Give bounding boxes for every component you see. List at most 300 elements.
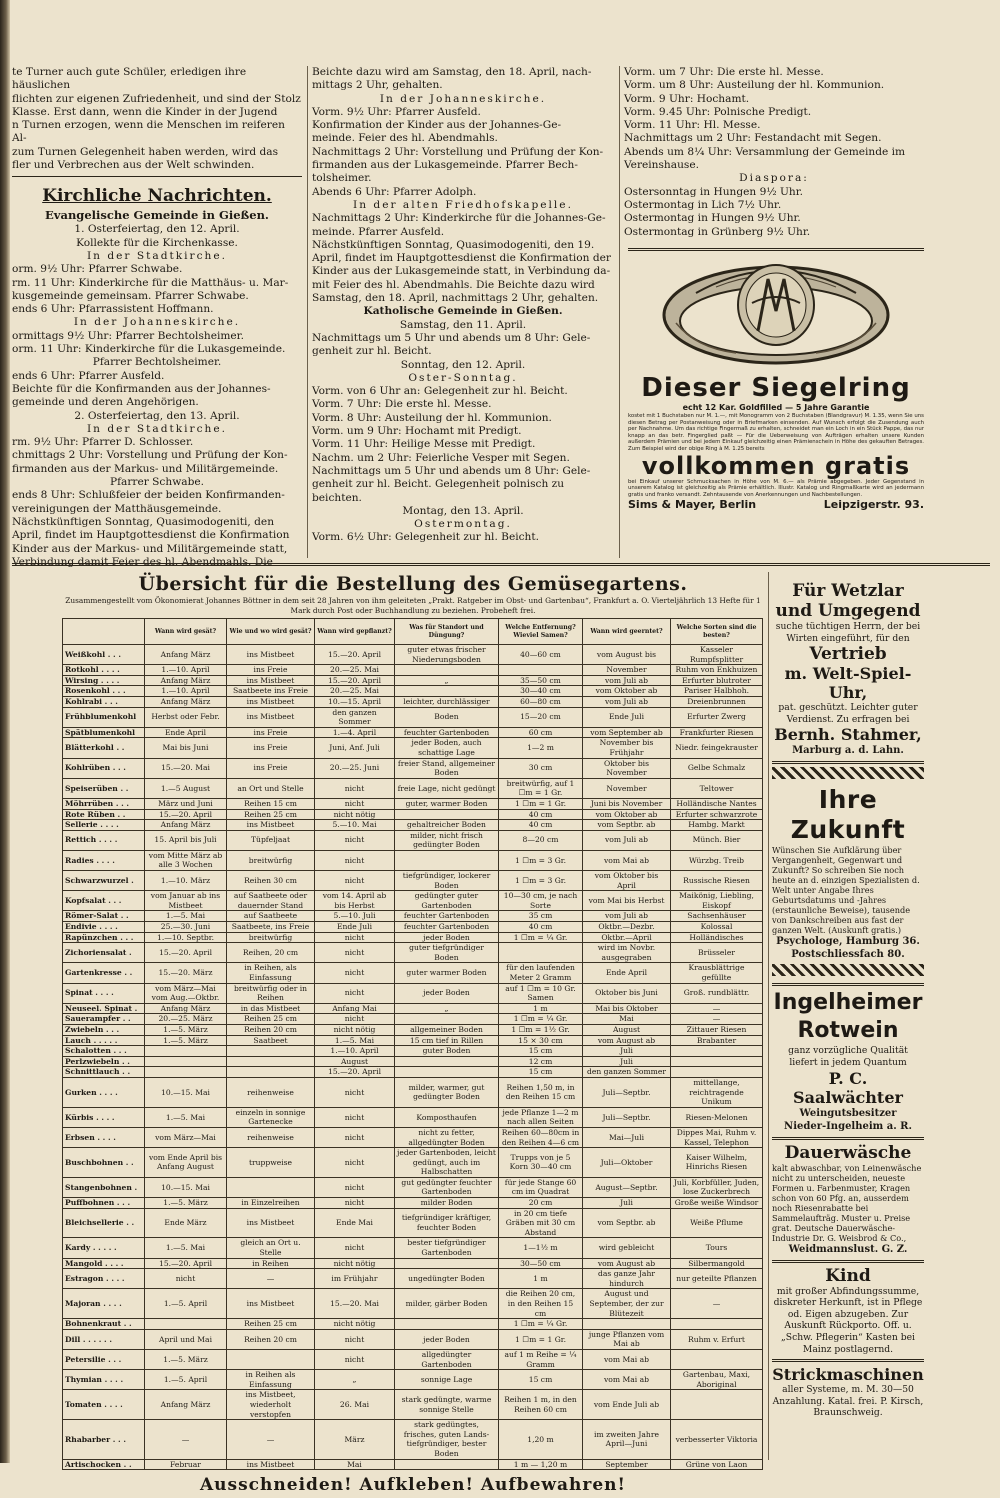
table-row bbox=[63, 1208, 763, 1238]
table-cell: 15 cm tief in Rillen bbox=[395, 1035, 499, 1046]
column-header: Was für Standort und Düngung? bbox=[395, 619, 499, 645]
text-line: chmittags 2 Uhr: Vorstellung und Prüfung der Kon- bbox=[12, 449, 288, 462]
text-line: Vorm. um 9 Uhr: Hochamt mit Predigt. bbox=[312, 425, 522, 438]
garden-table bbox=[62, 618, 763, 1470]
column-rule bbox=[307, 66, 308, 558]
kind-heading: Kind bbox=[825, 1265, 871, 1286]
table-cell: 20.—25. März bbox=[145, 1014, 227, 1025]
table-cell: „ bbox=[395, 675, 499, 686]
table-row bbox=[63, 1046, 763, 1057]
column-church-news-2 bbox=[312, 66, 614, 558]
table-cell: wird gebleicht bbox=[583, 1238, 671, 1258]
text-line: Ostersonntag in Hungen 9½ Uhr. bbox=[624, 185, 803, 198]
table-row bbox=[63, 1077, 763, 1107]
table-cell bbox=[227, 1067, 315, 1078]
table-cell: Reihen 25 cm bbox=[227, 1319, 315, 1330]
table-cell: breitwürfig oder in Reihen bbox=[227, 983, 315, 1003]
table-cell: nicht bbox=[315, 1127, 395, 1147]
table-cell: vom August bis bbox=[583, 645, 671, 665]
ad-title: Dieser Siegelring bbox=[641, 373, 911, 403]
table-cell: 1 m — 1,20 m bbox=[499, 1459, 583, 1470]
text-line: Kinder aus der Lukasgemeinde statt, in Verbindung da- bbox=[312, 265, 611, 278]
table-cell bbox=[145, 1067, 227, 1078]
vegetable-name: Thymian . . . . bbox=[63, 1370, 145, 1390]
table-cell: vom August ab bbox=[583, 1258, 671, 1269]
table-cell: Februar bbox=[145, 1459, 227, 1470]
table-cell: 15.—20. April bbox=[145, 943, 227, 963]
table-cell: ins Freie bbox=[227, 665, 315, 676]
table-cell: 40 cm bbox=[499, 922, 583, 933]
text-line: mit Feier des hl. Abendmahls. Die Beichte dazu wird bbox=[312, 278, 595, 291]
church-schedule-2 bbox=[312, 66, 614, 545]
vegetable-name: Möhrrüben . . . bbox=[63, 798, 145, 809]
table-cell: 1 ☐m = 1½ Gr. bbox=[499, 1024, 583, 1035]
table-cell: in Reihen als Einfassung bbox=[227, 1370, 315, 1390]
table-cell: vom Septbr. ab bbox=[583, 820, 671, 831]
text-line: 1. Osterfeiertag, den 12. April. bbox=[74, 223, 240, 236]
text-line: mittags 2 Uhr, gehalten. bbox=[312, 79, 443, 92]
table-cell: den ganzen Sommer bbox=[315, 707, 395, 727]
text-line: Nachmittags um 5 Uhr und abends um 8 Uhr: Gele- bbox=[312, 464, 591, 477]
table-row bbox=[63, 1035, 763, 1046]
table-cell: vom März—Mai vom Aug.—Oktbr. bbox=[145, 983, 227, 1003]
table-cell: 30 cm bbox=[499, 758, 583, 778]
table-cell: Erfurter schwarzrote bbox=[671, 809, 763, 820]
wetzlar-heading-2: und Umgegend bbox=[775, 601, 921, 621]
table-cell: nur geteilte Pflanzen bbox=[671, 1269, 763, 1289]
strick-heading: Strickmaschinen bbox=[772, 1365, 924, 1385]
waesche-text: kalt abwaschbar, von Leinenwäsche nicht zu unterscheiden, neueste Formen u. Farbenmuster, Kragen schon von 60 Pfg. an, ausserdem noch Riesenrabatte bei Sammelaufträg. Muster u. Preise grat. Deutsche Dauerwäsche-Industrie Dr. G. Weisbrod & Co., bbox=[772, 1162, 922, 1243]
table-cell: reihenweise bbox=[227, 1127, 315, 1147]
vegetable-name: Wirsing . . . . bbox=[63, 675, 145, 686]
table-cell: Anfang März bbox=[145, 696, 227, 707]
table-cell: im zweiten Jahre April—Juni bbox=[583, 1420, 671, 1459]
table-cell bbox=[395, 1319, 499, 1330]
table-cell: — bbox=[671, 1003, 763, 1014]
table-cell: breitwürfig bbox=[227, 932, 315, 943]
table-cell: Reihen 20 cm bbox=[227, 1329, 315, 1349]
table-cell: ins Mistbeet bbox=[227, 1289, 315, 1319]
table-row bbox=[63, 1127, 763, 1147]
table-cell: Reihen 25 cm bbox=[227, 809, 315, 820]
table-cell: Sachsenhäuser bbox=[671, 911, 763, 922]
table-cell: Ruhm von Enkhuizen bbox=[671, 665, 763, 676]
wine-heading-2: Rotwein bbox=[797, 1018, 899, 1044]
text-line: rm. 11 Uhr: Kinderkirche für die Matthäus- u. Mar- bbox=[12, 276, 289, 289]
table-cell: den ganzen Sommer bbox=[583, 1067, 671, 1078]
table-cell bbox=[395, 1459, 499, 1470]
table-cell: für den laufenden Meter 2 Gramm bbox=[499, 963, 583, 983]
table-row bbox=[63, 911, 763, 922]
vegetable-name: Artischocken . . bbox=[63, 1459, 145, 1470]
table-cell: vom Ende April bis Anfang August bbox=[145, 1148, 227, 1178]
text-line: Beichte dazu wird am Samstag, den 18. April, nach- bbox=[312, 66, 592, 78]
table-cell: Tüpfeljaat bbox=[227, 830, 315, 850]
table-cell bbox=[395, 850, 499, 870]
table-cell: auf 1 m Reihe = ¼ Gramm bbox=[499, 1349, 583, 1369]
text-line: Vorm. 7 Uhr: Die erste hl. Messe. bbox=[312, 398, 492, 411]
table-row bbox=[63, 686, 763, 697]
table-cell: auf Saatbeete bbox=[227, 911, 315, 922]
vegetable-name: Erbsen . . . . bbox=[63, 1127, 145, 1147]
table-row bbox=[63, 645, 763, 665]
table-cell: Mai bbox=[583, 1014, 671, 1025]
table-cell: ins Freie bbox=[227, 727, 315, 738]
text-line: tolsheimer. bbox=[312, 172, 372, 185]
vegetable-name: Rettich . . . . bbox=[63, 830, 145, 850]
table-row bbox=[63, 665, 763, 676]
table-cell: 1.—5. März bbox=[145, 1198, 227, 1209]
table-cell: nicht bbox=[315, 983, 395, 1003]
table-cell: 1,20 m bbox=[499, 1420, 583, 1459]
church-news-heading: Kirchliche Nachrichten. bbox=[42, 186, 272, 207]
table-cell: reihenweise bbox=[227, 1077, 315, 1107]
table-cell: Boden bbox=[395, 707, 499, 727]
table-cell: nicht bbox=[315, 798, 395, 809]
text-line: Beichte für die Konfirmanden aus der Johannes- bbox=[12, 382, 271, 395]
table-cell: guter, warmer Boden bbox=[395, 798, 499, 809]
section-heading: Ostermontag. bbox=[414, 518, 512, 531]
table-cell: 20.—25. Juni bbox=[315, 758, 395, 778]
vegetable-name: Schalotten . . . bbox=[63, 1046, 145, 1057]
ad-strick bbox=[772, 1362, 924, 1423]
ad-firm: Sims & Mayer, Berlin bbox=[628, 498, 757, 512]
table-cell: Juli, Korbfüller, Juden, lose Zuckerbrech bbox=[671, 1177, 763, 1197]
wine-text-2: liefert in jedem Quantum bbox=[789, 1056, 907, 1068]
vegetable-name: Rosenkohl . . . bbox=[63, 686, 145, 697]
table-cell: 15.—20. April bbox=[145, 1258, 227, 1269]
table-row bbox=[63, 1258, 763, 1269]
table-cell: Juli—Septbr. bbox=[583, 1077, 671, 1107]
table-cell: 15 × 30 cm bbox=[499, 1035, 583, 1046]
table-row bbox=[63, 1148, 763, 1178]
table-cell: verbesserter Viktoria bbox=[671, 1420, 763, 1459]
vegetable-name: Rapünzchen . . . bbox=[63, 932, 145, 943]
table-cell: nicht bbox=[315, 830, 395, 850]
text-line: Nachmittags 2 Uhr: Kinderkirche für die Johannes-Ge- bbox=[312, 212, 606, 225]
table-cell: Kolossal bbox=[671, 922, 763, 933]
column-rule bbox=[619, 66, 620, 558]
table-cell: Reihen, 20 cm bbox=[227, 943, 315, 963]
section-divider bbox=[12, 563, 990, 566]
table-cell: 8—20 cm bbox=[499, 830, 583, 850]
table-cell: allgedüngter Gartenboden bbox=[395, 1349, 499, 1369]
table-cell: 40 cm bbox=[499, 820, 583, 831]
text-line: 2. Osterfeiertag, den 13. April. bbox=[74, 409, 240, 422]
text-line: Sonntag, den 12. April. bbox=[400, 358, 526, 371]
table-cell bbox=[499, 943, 583, 963]
table-cell: nicht bbox=[145, 1269, 227, 1289]
table-cell: guter Boden bbox=[395, 1046, 499, 1057]
section-heading: Oster-Sonntag. bbox=[408, 371, 518, 384]
table-cell: Reihen 1 m, in den Reihen 60 cm bbox=[499, 1390, 583, 1420]
text-line: Vereinshause. bbox=[624, 159, 699, 172]
ad-body-2: bei Einkauf unserer Schmucksachen in Höhe von M. 6.— als Prämie abgegeben. Jeder Gegenstand in unserem Katalog ist gleichzeitig als Prämie erhältlich. Illustr. Katalog und Ringmaßkarte wird an jedermann gratis und franko versandt. Zehntausende von Anerkennungen und Nachbestellungen. bbox=[628, 478, 924, 498]
table-cell: 26. Mai bbox=[315, 1390, 395, 1420]
table-cell bbox=[395, 665, 499, 676]
table-cell: 30—40 cm bbox=[499, 686, 583, 697]
text-line: Verbindung damit Feier des hl. Abendmahls. Die bbox=[12, 555, 273, 568]
wine-role: Weingutsbesitzer bbox=[799, 1107, 897, 1119]
table-cell: jeder Boden bbox=[395, 983, 499, 1003]
table-cell: Niedr. feingekrauster bbox=[671, 738, 763, 758]
table-cell: nicht bbox=[315, 1077, 395, 1107]
table-row bbox=[63, 675, 763, 686]
table-cell: 1 ☐m = 1 Gr. bbox=[499, 1329, 583, 1349]
text-line: Vorm. 9½ Uhr: Pfarrer Ausfeld. bbox=[312, 105, 481, 118]
table-cell: Oktbr.—Dezbr. bbox=[583, 922, 671, 933]
table-cell: November bbox=[583, 778, 671, 798]
table-cell: 1 ☐m = 3 Gr. bbox=[499, 850, 583, 870]
table-cell bbox=[145, 1046, 227, 1057]
ad-wetzlar bbox=[772, 578, 924, 764]
table-cell: Kaiser Wilhelm, Hinrichs Riesen bbox=[671, 1148, 763, 1178]
table-cell: jeder Boden bbox=[395, 932, 499, 943]
table-cell: November bbox=[583, 665, 671, 676]
table-cell: Ende Juli bbox=[583, 707, 671, 727]
table-cell: das ganze Jahr hindurch bbox=[583, 1269, 671, 1289]
table-cell: 15 cm bbox=[499, 1370, 583, 1390]
text-line: Nachm. um 2 Uhr: Feierliche Vesper mit Segen. bbox=[312, 451, 570, 464]
garden-footer: Ausschneiden! Aufkleben! Aufbewahren! bbox=[199, 1475, 626, 1496]
vegetable-name: Zwiebeln . . . bbox=[63, 1024, 145, 1035]
table-cell: März und Juni bbox=[145, 798, 227, 809]
text-line: Samstag, den 18. April, nachmittags 2 Uhr, gehalten. bbox=[312, 292, 599, 305]
text-line: Abends um 8¼ Uhr: Versammlung der Gemeinde im bbox=[624, 145, 906, 158]
table-cell bbox=[671, 1390, 763, 1420]
table-cell: 15.—20. April bbox=[145, 809, 227, 820]
table-cell: milder, gärber Boden bbox=[395, 1289, 499, 1319]
text-line: April, findet im Hauptgottesdienst die Konfirmation bbox=[12, 529, 290, 542]
table-cell: Ende April bbox=[145, 727, 227, 738]
table-cell: — bbox=[227, 1420, 315, 1459]
table-row bbox=[63, 696, 763, 707]
table-cell: nicht bbox=[315, 932, 395, 943]
table-cell: Groß. rundblättr. bbox=[671, 983, 763, 1003]
column-header: Welche Sorten sind die besten? bbox=[671, 619, 763, 645]
wine-heading: Ingelheimer bbox=[773, 990, 923, 1016]
table-cell: 15.—20. Mai bbox=[145, 758, 227, 778]
vegetable-name: Schnittlauch . . bbox=[63, 1067, 145, 1078]
table-cell: ins Freie bbox=[227, 758, 315, 778]
table-cell: Reihen 25 cm bbox=[227, 1014, 315, 1025]
table-cell: nicht nötig bbox=[315, 1024, 395, 1035]
table-cell bbox=[499, 665, 583, 676]
table-cell: Erfurter Zwerg bbox=[671, 707, 763, 727]
table-cell: nicht bbox=[315, 1014, 395, 1025]
text-line: Vorm. 9 Uhr: Hochamt. bbox=[624, 92, 750, 105]
table-cell: gehaltreicher Boden bbox=[395, 820, 499, 831]
table-cell: Dippes Mai, Ruhm v. Kassel, Telephon bbox=[671, 1127, 763, 1147]
ad-kind bbox=[772, 1263, 924, 1363]
table-cell: bester tiefgründiger Gartenboden bbox=[395, 1238, 499, 1258]
zukunft-text: Wünschen Sie Aufklärung über Vergangenheit, Gegenwart und Zukunft? So schreiben Sie noch heute an d. einzigen Spezialisten d. Welt unter Angabe Ihres Geburtsdatums und -Jahres (erstaunliche Beweise), tausende von Dankschreiben aus fast der ganzen Welt. (Auskunft gratis.) bbox=[772, 845, 920, 936]
table-cell: in Reihen bbox=[227, 1258, 315, 1269]
wetzlar-text: suche tüchtigen Herrn, der bei Wirten eingeführt, für den bbox=[775, 621, 921, 644]
vegetable-name: Sellerie . . . . bbox=[63, 820, 145, 831]
table-cell: Juli bbox=[583, 1198, 671, 1209]
wetzlar-place: Marburg a. d. Lahn. bbox=[792, 745, 904, 757]
vegetable-name: Blätterkohl . . bbox=[63, 738, 145, 758]
table-cell: 1 m bbox=[499, 1003, 583, 1014]
table-row bbox=[63, 1390, 763, 1420]
vegetable-garden-table-section bbox=[62, 572, 764, 1496]
table-cell bbox=[227, 1056, 315, 1067]
section-heading: Diaspora: bbox=[739, 172, 809, 185]
table-cell: Tours bbox=[671, 1238, 763, 1258]
table-cell: nicht nötig bbox=[315, 1258, 395, 1269]
table-cell: 15 cm bbox=[499, 1046, 583, 1057]
zigzag-border bbox=[772, 767, 924, 779]
table-row bbox=[63, 707, 763, 727]
table-cell: Maikönig, Liebling, Eiskopf bbox=[671, 891, 763, 911]
table-cell: 1 m bbox=[499, 1269, 583, 1289]
table-cell: sonnige Lage bbox=[395, 1370, 499, 1390]
text-line: zum Turnen Gelegenheit haben werden, wird das bbox=[12, 145, 279, 158]
table-cell: Ruhm v. Erfurt bbox=[671, 1329, 763, 1349]
table-cell: 10—30 cm, je nach Sorte bbox=[499, 891, 583, 911]
text-line: Pfarrer Schwabe. bbox=[109, 476, 204, 489]
table-cell: jede Pflanze 1—2 m nach allen Seiten bbox=[499, 1107, 583, 1127]
table-cell: wird im Novbr. ausgegraben bbox=[583, 943, 671, 963]
table-cell: 10.—15. April bbox=[315, 696, 395, 707]
table-cell: stark gedüngtes, frisches, guten Lands- tiefgründiger, bester Boden bbox=[395, 1420, 499, 1459]
table-cell: ins Freie bbox=[227, 738, 315, 758]
table-cell: 1—2 m bbox=[499, 738, 583, 758]
table-cell: Brüsseler bbox=[671, 943, 763, 963]
table-cell: 15. April bis Juli bbox=[145, 830, 227, 850]
table-cell: vom Juli ab bbox=[583, 830, 671, 850]
church-schedule bbox=[12, 223, 302, 569]
table-row bbox=[63, 943, 763, 963]
vegetable-name: Buschbohnen . . bbox=[63, 1148, 145, 1178]
table-cell: Juli bbox=[583, 1056, 671, 1067]
vegetable-name: Estragon . . . . bbox=[63, 1269, 145, 1289]
table-cell: 1.—10. April bbox=[315, 1046, 395, 1057]
garden-subtitle: Zusammengestellt vom Ökonomierat Johannes Böttner in dem seit 28 Jahren von ihm geleiteten „Prakt. Ratgeber im Obst- und Gartenbau“, Frankfurt a. O. Vierteljährlich 13 Hefte für 1 Mark durch Post oder Buchhandlung zu beziehen. Probeheft frei. bbox=[65, 596, 761, 615]
table-cell: 40—60 cm bbox=[499, 645, 583, 665]
vegetable-name: Gartenkresse . . bbox=[63, 963, 145, 983]
text-line: firmanden aus der Lukasgemeinde. Pfarrer Bech- bbox=[312, 159, 578, 172]
table-cell: Oktober bis November bbox=[583, 758, 671, 778]
table-cell: breitwürfig bbox=[227, 850, 315, 870]
table-row bbox=[63, 963, 763, 983]
table-cell: Reihen 15 cm bbox=[227, 798, 315, 809]
table-cell: Mai bis Oktober bbox=[583, 1003, 671, 1014]
table-cell: Gartenbau, Maxi, Aboriginal bbox=[671, 1370, 763, 1390]
table-cell: Herbst oder Febr. bbox=[145, 707, 227, 727]
table-cell: ins Mistbeet bbox=[227, 696, 315, 707]
table-cell: 15.—20. April bbox=[315, 1067, 395, 1078]
table-cell: ins Mistbeet bbox=[227, 1208, 315, 1238]
table-cell: Weiße Pflume bbox=[671, 1208, 763, 1238]
table-cell: Juni, Anf. Juli bbox=[315, 738, 395, 758]
table-row bbox=[63, 1198, 763, 1209]
vegetable-name: Rotkohl . . . . bbox=[63, 665, 145, 676]
table-cell: 1 ☐m = ¼ Gr. bbox=[499, 932, 583, 943]
vegetable-name: Kohlrüben . . . bbox=[63, 758, 145, 778]
section-heading: In der Stadtkirche. bbox=[87, 249, 227, 262]
zukunft-addr-2: Postschliessfach 80. bbox=[791, 949, 905, 961]
signet-ring-illustration bbox=[656, 253, 896, 373]
table-cell: gedüngter guter Gartenboden bbox=[395, 891, 499, 911]
table-row bbox=[63, 1420, 763, 1459]
table-cell: Grüne von Laon bbox=[671, 1459, 763, 1470]
text-line: genheit zur hl. Beicht. bbox=[312, 345, 432, 358]
text-line: April, findet im Hauptgottesdienst die Konfirmation der bbox=[312, 252, 611, 265]
table-row bbox=[63, 1067, 763, 1078]
text-line: Abends 6 Uhr: Pfarrer Adolph. bbox=[312, 185, 477, 198]
table-cell: in 20 cm tiefe Gräben mit 30 cm Abstand bbox=[499, 1208, 583, 1238]
table-cell: freier Stand, allgemeiner Boden bbox=[395, 758, 499, 778]
vegetable-name: Kohlrabi . . . bbox=[63, 696, 145, 707]
table-cell: vom Septbr. ab bbox=[583, 1208, 671, 1238]
text-line: Vorm. 11 Uhr: Hl. Messe. bbox=[624, 119, 761, 132]
text-line: kusgemeinde gemeinsam. Pfarrer Schwabe. bbox=[12, 289, 249, 302]
table-cell: 1 ☐m = ¼ Gr. bbox=[499, 1319, 583, 1330]
vegetable-name: Majoran . . . . bbox=[63, 1289, 145, 1319]
table-cell: Hambg. Markt bbox=[671, 820, 763, 831]
table-cell: 1.—10. April bbox=[145, 686, 227, 697]
classified-ads-column bbox=[772, 578, 924, 1458]
vegetable-name: Weißkohl . . . bbox=[63, 645, 145, 665]
table-row bbox=[63, 820, 763, 831]
vegetable-name: Zichoriensalat . bbox=[63, 943, 145, 963]
wetzlar-text-2: pat. geschützt. Leichter guter Verdienst. Zu erfragen bei bbox=[778, 702, 918, 725]
vegetable-name: Bleichsellerie . . bbox=[63, 1208, 145, 1238]
table-cell: 60—80 cm bbox=[499, 696, 583, 707]
table-cell: Juni bis November bbox=[583, 798, 671, 809]
table-cell: in Reihen, als Einfassung bbox=[227, 963, 315, 983]
table-cell: vom Mai ab bbox=[583, 1370, 671, 1390]
table-cell: Reihen 20 cm bbox=[227, 1024, 315, 1035]
table-cell: 1.—5. Mai bbox=[145, 1238, 227, 1258]
table-cell: feuchter Gartenboden bbox=[395, 727, 499, 738]
table-cell: Oktbr.—April bbox=[583, 932, 671, 943]
table-cell: 1.—5. März bbox=[145, 1035, 227, 1046]
table-cell: August—Septbr. bbox=[583, 1177, 671, 1197]
table-cell: Teltower bbox=[671, 778, 763, 798]
table-cell: 20.—25. Mai bbox=[315, 686, 395, 697]
text-line: ends 6 Uhr: Pfarrassistent Hoffmann. bbox=[12, 303, 214, 316]
table-cell: vom Oktober bis April bbox=[583, 871, 671, 891]
table-cell: junge Pflanzen vom Mai ab bbox=[583, 1329, 671, 1349]
vegetable-name: Kardy . . . . . bbox=[63, 1238, 145, 1258]
table-cell: in das Mistbeet bbox=[227, 1003, 315, 1014]
table-cell: Frankfurter Riesen bbox=[671, 727, 763, 738]
table-cell: Würzbg. Treib bbox=[671, 850, 763, 870]
table-cell: jeder Gartenboden, leicht gedüngt, auch im Halbschatten bbox=[395, 1148, 499, 1178]
table-row bbox=[63, 1319, 763, 1330]
text-line: Vorm. um 7 Uhr: Die erste hl. Messe. bbox=[624, 66, 824, 78]
table-cell: Anfang März bbox=[145, 1390, 227, 1420]
table-cell: 15.—20. April bbox=[315, 645, 395, 665]
table-cell: Juli—Septbr. bbox=[583, 1107, 671, 1127]
text-line: Konfirmation der Kinder aus der Johannes-Ge- bbox=[312, 119, 562, 132]
church-news-subheading: Evangelische Gemeinde in Gießen. bbox=[45, 208, 269, 223]
table-cell: nicht nötig bbox=[315, 1319, 395, 1330]
table-cell: Ende April bbox=[583, 963, 671, 983]
table-cell: — bbox=[671, 1014, 763, 1025]
table-cell: 1 ☐m = 1 Gr. bbox=[499, 798, 583, 809]
table-cell: 1.—10. Septbr. bbox=[145, 932, 227, 943]
table-cell: feuchter Gartenboden bbox=[395, 911, 499, 922]
table-cell: Gelbe Schmalz bbox=[671, 758, 763, 778]
ad-zukunft bbox=[772, 782, 924, 986]
table-cell bbox=[395, 686, 499, 697]
table-cell bbox=[671, 1349, 763, 1369]
table-cell: nicht bbox=[315, 1198, 395, 1209]
